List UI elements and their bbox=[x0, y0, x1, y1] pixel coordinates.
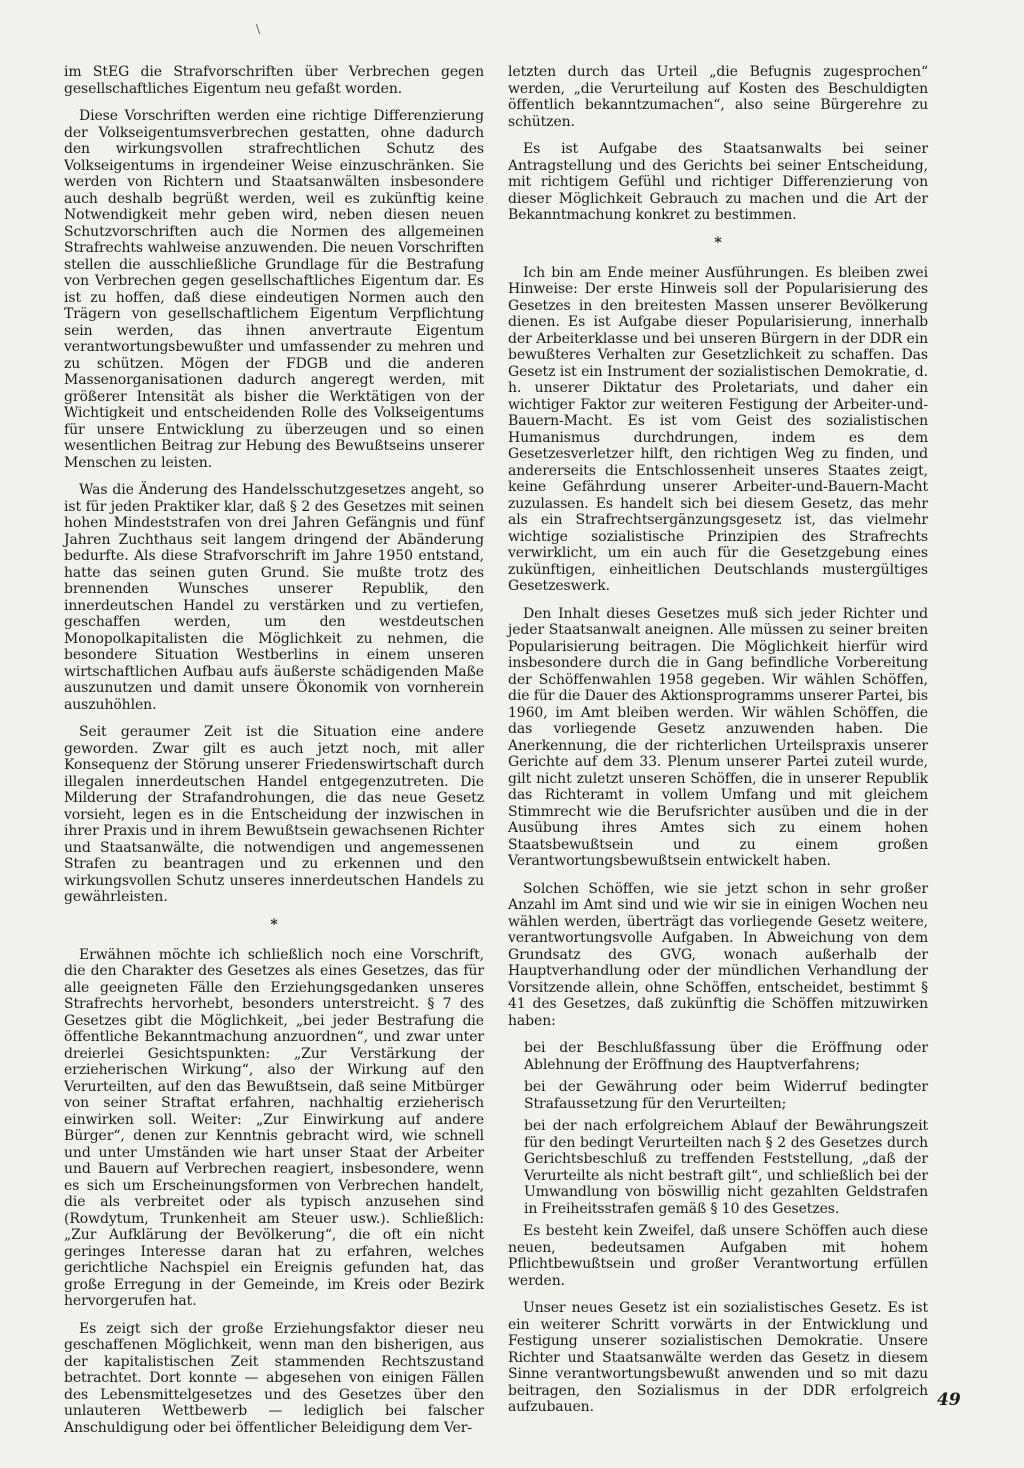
paragraph: Seit geraumer Zeit ist die Situation eine andere geworden. Zwar gilt es auch jetzt noch, mit aller Konsequenz der Störung unserer Friedenswirtschaft durch illegalen innerdeutschen Handel entgegenzutreten. Die Milderung der Strafandrohungen, die das neue Gesetz vorsieht, legen es in die Entscheidung der inzwischen in ihrer Praxis und in ihrem Bewußtsein gewachsenen Richter und Staatsanwälte, die notwendigen und angemessenen Strafen zu beantragen und zu erkennen und den wirkungsvollen Schutz unseres innerdeutschen Handels zu gewährleisten. bbox=[64, 724, 484, 905]
paragraph: Es besteht kein Zweifel, daß unsere Schöffen auch diese neuen, bedeutsamen Aufgaben mit hohem Pflichtbewußtsein und großer Verantwortung erfüllen werden. bbox=[508, 1223, 928, 1289]
list-item: bei der nach erfolgreichem Ablauf der Bewährungszeit für den bedingt Verurteilten nach § 2 des Gesetzes durch Gerichtsbeschluß zu treffenden Feststellung, „daß der Verurteilte als nicht bestraft gilt“, und schließlich bei der Umwandlung von böswillig nicht gezahlten Geldstrafen in Freiheitsstrafen gemäß § 10 des Gesetzes. bbox=[524, 1118, 928, 1217]
section-separator: * bbox=[714, 234, 722, 251]
paragraph: Solchen Schöffen, wie sie jetzt schon in sehr großer Anzahl im Amt sind und wie wir sie in einigen Wochen neu wählen werden, überträgt das vorliegende Gesetz weitere, verantwortungsvolle Aufgaben. In Abweichung von dem Grundsatz des GVG, wonach außerhalb der Hauptverhandlung oder der mündlichen Verhandlung der Vorsitzende allein, ohne Schöffen, entscheidet, bestimmt § 41 des Gesetzes, daß zukünftig die Schöffen mitzuwirken haben: bbox=[508, 880, 928, 1029]
list-item: bei der Gewährung oder beim Widerruf bedingter Strafaussetzung für den Verurteilten; bbox=[524, 1079, 928, 1112]
paragraph: Was die Änderung des Handelsschutzgesetzes angeht, so ist für jeden Praktiker klar, daß § 2 des Gesetzes mit seinen hohen Mindeststrafen von drei Jahren Gefängnis und fünf Jahren Zuchthaus seit langem dringend der Abänderung bedurfte. Als diese Strafvorschrift im Jahre 1950 entstand, hatte das seinen guten Grund. Sie mußte trotz des brennenden Wunsches unserer Republik, den innerdeutschen Handel zu verstärken und zu vertiefen, geschaffen werden, um den westdeutschen Monopolkapitalisten die Möglichkeit zu nehmen, die besondere Situation Westberlins in einem unseren wirtschaftlichen Aufbau aufs äußerste schädigenden Maße auszunutzen und damit unsere Ökonomik von vornherein auszuhöhlen. bbox=[64, 482, 484, 713]
paragraph: Unser neues Gesetz ist ein sozialistisches Gesetz. Es ist ein weiterer Schritt vorwärts in der Entwicklung und Festigung unserer sozialistischen Demokratie. Unsere Richter und Staatsanwälte werden das Gesetz in diesem Sinne verantwortungsbewußt anwenden und so mit dazu beitragen, den Sozialismus in der DDR erfolgreich aufzubauen. bbox=[508, 1300, 928, 1415]
paragraph: Den Inhalt dieses Gesetzes muß sich jeder Richter und jeder Staatsanwalt aneignen. Alle müssen zu seiner breiten Popularisierung beitragen. Die Möglichkeit hierfür wird insbesondere durch die in Gang befindliche Vorbereitung der Schöffenwahlen 1958 gegeben. Wir wählen Schöffen, die für die Dauer des Aktionsprogramms unserer Partei, bis 1960, im Amt bleiben werden. Wir wählen Schöffen, die das vorliegende Gesetz anzuwenden haben. Die Anerkennung, die der richterlichen Urteilspraxis unserer Gerichte auf dem 33. Plenum unserer Partei zuteil wurde, gilt nicht zuletzt unseren Schöffen, die in unserer Republik das Richteramt in vollem Umfang und mit gleichem Stimmrecht wie die Berufsrichter ausüben und die in der Ausübung ihres Amtes sich zu einem hohen Staatsbewußtsein und zu einem großen Verantwortungsbewußtsein entwickelt haben. bbox=[508, 605, 928, 869]
paragraph: Erwähnen möchte ich schließlich noch eine Vorschrift, die den Charakter des Gesetzes als eines Gesetzes, das für alle geeigneten Fälle den Erziehungsgedanken unseres Strafrechts hervorhebt, besonders unterstreicht. § 7 des Gesetzes gibt die Möglichkeit, „bei jeder Bestrafung die öffentliche Bekanntmachung anzuordnen“, und zwar unter dreierlei Gesichtspunkten: „Zur Verstärkung der erzieherischen Wirkung“, also der Wirkung auf den Verurteilten, auf den das Bewußtsein, daß seine Mitbürger von seiner Straftat erfahren, nachhaltig erzieherisch einwirken soll. Weiter: „Zur Einwirkung auf andere Bürger“, denen zur Kenntnis gebracht wird, wie schnell und unter Umständen wie hart unser Staat der Arbeiter und Bauern auf Verbrechen reagiert, insbesondere, wenn es sich um Erscheinungsformen von Verbrechen handelt, die als verbreitet oder als typisch anzusehen sind (Rowdytum, Trunkenheit am Steuer usw.). Schließlich: „Zur Aufklärung der Bevölkerung“, die oft ein nicht geringes Interesse daran hat zu erfahren, welches gerichtliche Nachspiel ein Ereignis gefunden hat, das große Erregung in der Gemeinde, im Kreis oder Bezirk hervorgerufen hat. bbox=[64, 946, 484, 1309]
list-item: bei der Beschlußfassung über die Eröffnung oder Ablehnung der Eröffnung des Hauptverfahrens; bbox=[524, 1040, 928, 1073]
page-number: 49 bbox=[937, 1390, 961, 1410]
paragraph: Es ist Aufgabe des Staatsanwalts bei seiner Antragstellung und des Gerichts bei seiner Entscheidung, mit richtigem Gefühl und richtiger Differenzierung von dieser Möglichkeit Gebrauch zu machen und die Art der Bekanntmachung konkret zu bestimmen. bbox=[508, 141, 928, 223]
section-separator: * bbox=[270, 916, 278, 933]
paragraph: Es zeigt sich der große Erziehungsfaktor dieser neu geschaffenen Möglichkeit, wenn man den bisherigen, aus der kapitalistischen Zeit stammenden Rechtszustand betrachtet. Dort konnte — abgesehen von einigen Fällen des Lebensmittelgesetzes und des Gesetzes über den unlauteren Wettbewerb — lediglich bei falscher Anschuldigung oder bei öffentlicher Beleidigung dem Ver- bbox=[64, 1320, 484, 1436]
margin-mark: \ bbox=[256, 22, 261, 36]
paragraph: Diese Vorschriften werden eine richtige Differenzierung der Volkseigentumsverbrechen gestatten, ohne dadurch den wirkungsvollen strafrechtlichen Schutz des Volkseigentums in irgendeiner Weise einzuschränken. Sie werden von Richtern und Staatsanwälten insbesondere auch deshalb begrüßt werden, weil es zukünftig keine Notwendigkeit mehr geben wird, neben diesen neuen Schutzvorschriften auch die Normen des allgemeinen Strafrechts wahlweise anzuwenden. Die neuen Vorschriften stellen die ausschließliche Grundlage für die Bestrafung von Verbrechen gegen gesellschaftliches Eigentum dar. Es ist zu hoffen, daß diese eindeutigen Normen auch den Trägern von gesellschaftlichem Eigentum Verpflichtung sein werden, das ihnen anvertraute Eigentum verantwortungsbewußter und umfassender zu mehren und zu schützen. Mögen der FDGB und die anderen Massenorganisationen dadurch angeregt werden, mit größerer Intensität als bisher die Werktätigen von der Wichtigkeit und entscheidenden Rolle des Volkseigentums für unsere Entwicklung zu überzeugen und so einen wesentlichen Beitrag zur Hebung des Bewußtseins unserer Menschen zu leisten. bbox=[64, 108, 484, 471]
paragraph: im StEG die Strafvorschriften über Verbrechen gegen gesellschaftliches Eigentum neu gefaßt worden. bbox=[64, 64, 484, 97]
paragraph: Ich bin am Ende meiner Ausführungen. Es bleiben zwei Hinweise: Der erste Hinweis soll der Popularisierung des Gesetzes in den breitesten Massen unserer Bevölkerung dienen. Es ist Aufgabe dieser Popularisierung, innerhalb der Arbeiterklasse und bei unseren Bürgern in der DDR ein bewußteres Verhalten zur Gesetzlichkeit zu schaffen. Das Gesetz ist ein Instrument der sozialistischen Demokratie, d. h. unserer Diktatur des Proletariats, und daher ein wichtiger Faktor zur weiteren Festigung der Arbeiter-und-Bauern-Macht. Es ist vom Geist des sozialistischen Humanismus durchdrungen, indem es dem Gesetzesverletzer hilft, den richtigen Weg zu finden, und andererseits die Entschlossenheit unseres Staates zeigt, keine Gefährdung unserer Arbeiter-und-Bauern-Macht zuzulassen. Es handelt sich bei diesem Gesetz, das mehr als ein Strafrechtsergänzungsgesetz ist, das vielmehr wichtige sozialistische Prinzipien des Strafrechts verwirklicht, um ein auch für die Gesetzgebung eines zukünftigen, einheitlichen Deutschlands mustergültiges Gesetzeswerk. bbox=[508, 264, 928, 594]
left-column bbox=[64, 64, 484, 1447]
paragraph: letzten durch das Urteil „die Befugnis zugesprochen“ werden, „die Verurteilung auf Kosten des Beschuldigten öffentlich bekanntzumachen“, also seine Bürgerehre zu schützen. bbox=[508, 64, 928, 130]
right-column bbox=[508, 64, 928, 1427]
